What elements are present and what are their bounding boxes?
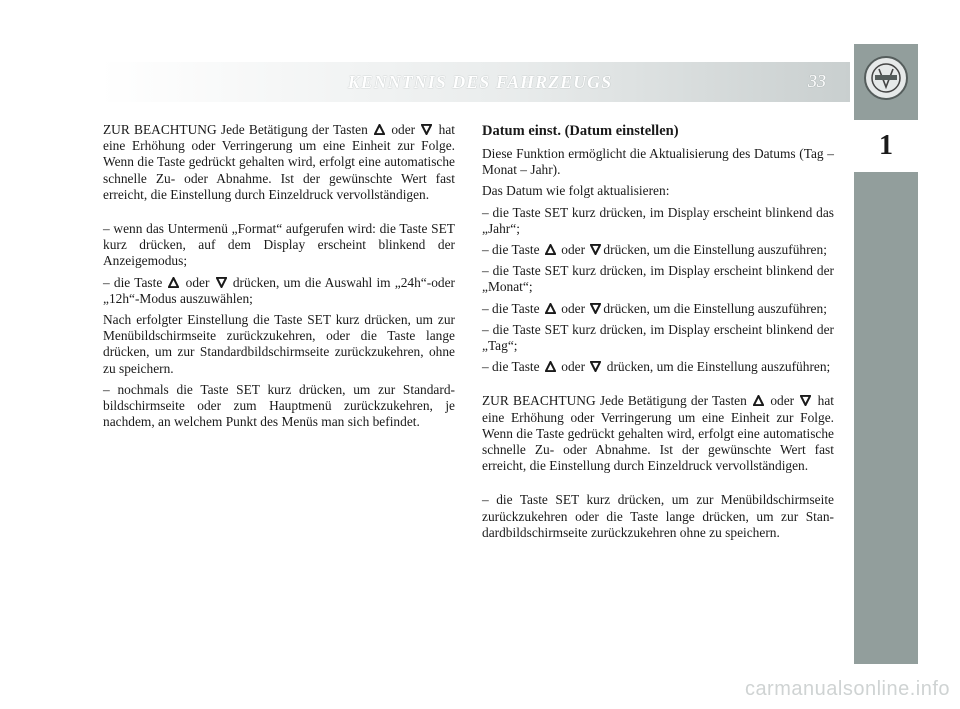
paragraph: – die Taste SET kurz drücken, um zur Menübildschirmseite zurückzukehren oder die Taste lange drücken, um zur Standardbildschirmseite zurückzukehren ohne zu speichern. <box>482 492 834 540</box>
paragraph: – die Taste oder drücken, um die Auswahl im „24h“-oder „12h“-Modus auszuwählen; <box>103 274 455 306</box>
up-triangle-icon <box>545 361 556 372</box>
paragraph: Das Datum wie folgt aktualisieren: <box>482 183 670 199</box>
down-triangle-icon <box>590 361 601 372</box>
running-title: KENNTNIS DES FAHRZEUGS <box>347 72 613 92</box>
watermark: carmanualsonline.info <box>744 678 950 700</box>
right-column <box>482 122 834 541</box>
paragraph: – die Taste SET kurz drücken, im Display erscheint blinkend das „Jahr“; <box>482 204 834 236</box>
note-paragraph: ZUR BEACHTUNG Jede Betätigung der Tasten oder hat eine Erhöhung oder Verringerung um eine Einheit zur Folge. Wenn die Taste gedrückt gehalten wird, erfolgt eine automatische schnelle Zu- oder Abnahme. Ist der gewünschte Wert fast erreicht, die Einstellung durch Einzeldruck vervollständigen. <box>482 393 834 474</box>
lancia-emblem-icon <box>864 56 908 100</box>
down-triangle-icon <box>590 303 601 314</box>
down-triangle-icon <box>800 395 811 406</box>
down-triangle-icon <box>421 124 432 135</box>
up-triangle-icon <box>168 277 179 288</box>
down-triangle-icon <box>590 244 601 255</box>
paragraph: Diese Funktion ermöglicht die Aktualisierung des Datums (Tag – Monat – Jahr). <box>482 146 834 178</box>
down-triangle-icon <box>216 277 227 288</box>
section-heading: Datum einst. (Datum einstellen) <box>482 123 679 139</box>
paragraph: – die Taste oder drücken, um die Einstellung auszuführen; <box>482 300 827 316</box>
paragraph: – die Taste oder drücken, um die Einstellung auszuführen; <box>482 359 831 375</box>
paragraph: Nach erfolgter Einstellung die Taste SET kurz drücken, um zur Menübildschirmseite zurückzukehren, oder die Taste lange drücken, um zur Standardbildschirmseite zurückzukehren, ohne zu speichern. <box>103 312 455 376</box>
left-column <box>103 122 455 430</box>
paragraph: – die Taste oder drücken, um die Einstellung auszuführen; <box>482 242 827 258</box>
note-paragraph: ZUR BEACHTUNG Jede Betätigung der Tasten oder hat eine Erhöhung oder Verringerung um eine Einheit zur Folge. Wenn die Taste gedrückt gehalten wird, erfolgt eine automatische schnelle Zu- oder Abnahme. Ist der gewünschte Wert fast erreicht, die Einstellung durch Einzeldruck vervollständigen. <box>103 122 455 202</box>
paragraph: – nochmals die Taste SET kurz drücken, um zur Standardbildschirmseite oder zum Hauptmenü zurückzukehren, je nachdem, an welchem Punkt des Menüs man sich befindet. <box>103 381 455 430</box>
page-number: 33 <box>808 71 826 91</box>
paragraph: – die Taste SET kurz drücken, im Display erscheint blinkend der „Monat“; <box>482 263 834 295</box>
up-triangle-icon <box>753 395 764 406</box>
up-triangle-icon <box>545 244 556 255</box>
chapter-number: 1 <box>854 120 918 172</box>
up-triangle-icon <box>374 124 385 135</box>
paragraph: – die Taste SET kurz drücken, im Display erscheint blinkend der „Tag“; <box>482 321 834 354</box>
up-triangle-icon <box>545 303 556 314</box>
paragraph: – wenn das Untermenü „Format“ aufgerufen wird: die Taste SET kurz drücken, auf dem Display erscheint blinkend der Anzeigemodus; <box>103 221 455 269</box>
